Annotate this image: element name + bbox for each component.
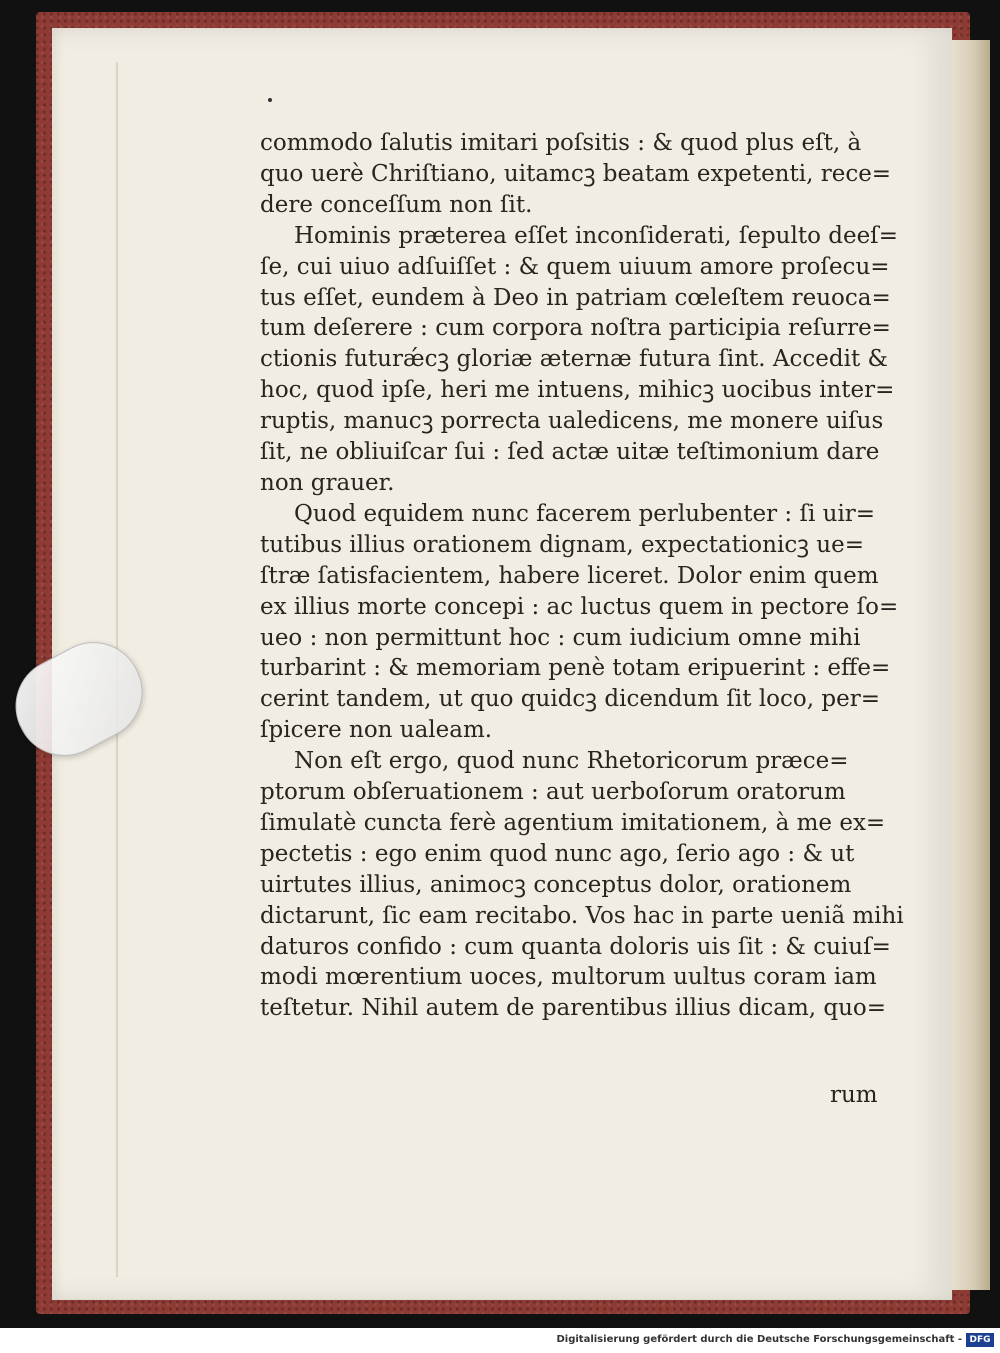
text-line: ſe, cui uiuo adſuiſſet : & quem uiuum amore proſecu= — [260, 253, 890, 280]
text-line: pectetis : ego enim quod nunc ago, ſerio ago : & ut — [260, 840, 855, 867]
catchword: rum — [830, 1082, 878, 1108]
text-line: ſit, ne obliuiſcar ſui : ſed actæ uitæ teſtimonium dare — [260, 439, 880, 466]
text-line: daturos confido : cum quanta doloris uis ſit : & cuiuſ= — [260, 933, 891, 960]
text-line: ex illius morte concepi : ac luctus quem in pectore ſo= — [260, 593, 899, 620]
funding-notice: Digitalisierung gefördert durch die Deutsche Forschungsgemeinschaft - — [556, 1334, 962, 1345]
text-line: Non eſt ergo, quod nunc Rhetoricorum præce= — [294, 748, 849, 775]
text-line: teſtetur. Nihil autem de parentibus illius dicam, quo= — [260, 995, 887, 1022]
text-line: ctionis futurǽcꝫ gloriæ æternæ futura ſint. Accedit & — [260, 346, 889, 373]
text-line: uirtutes illius, animocꝫ conceptus dolor, orationem — [260, 871, 852, 898]
text-line: tutibus illius orationem dignam, expectationicꝫ ue= — [260, 531, 864, 558]
footer-bar — [0, 1330, 1000, 1353]
text-line: hoc, quod ipſe, heri me intuens, mihicꝫ uocibus inter= — [260, 377, 895, 404]
text-line: quo uerè Chriſtiano, uitamcꝫ beatam expetenti, rece= — [260, 160, 892, 187]
page-text — [260, 128, 904, 1024]
text-line: non grauer. — [260, 469, 395, 496]
text-line: ſpicere non ualeam. — [260, 717, 493, 744]
text-line: ptorum obſeruationem : aut uerboſorum oratorum — [260, 779, 846, 806]
text-line: dictarunt, ſic eam recitabo. Vos hac in parte ueniã mihi — [260, 902, 904, 929]
text-line: ſtræ ſatisfacientem, habere liceret. Dolor enim quem — [260, 562, 879, 589]
text-line: turbarint : & memoriam penè totam eripuerint : effe= — [260, 655, 891, 682]
text-line: tum deſerere : cum corpora noſtra participia reſurre= — [260, 315, 891, 342]
text-line: ueo : non permittunt hoc : cum iudicium omne mihi — [260, 624, 861, 651]
text-line: Hominis præterea eſſet inconſiderati, ſepulto deeſ= — [294, 222, 898, 249]
text-line: modi mœrentium uoces, multorum uultus coram iam — [260, 964, 877, 991]
text-line: cerint tandem, ut quo quidcꝫ dicendum ſit loco, per= — [260, 686, 880, 713]
text-line: Quod equidem nunc facerem perlubenter : ſi uir= — [294, 500, 876, 527]
text-line: tus eſſet, eundem à Deo in patriam cœleſtem reuoca= — [260, 284, 891, 311]
text-line: ruptis, manucꝫ porrecta ualedicens, me monere uiſus — [260, 408, 884, 435]
text-line: commodo ſalutis imitari poſsitis : & quod plus eſt, à — [260, 130, 862, 156]
text-line: ſimulatè cuncta ferè agentium imitationem, à me ex= — [260, 809, 886, 836]
text-line: dere conceſſum non ſit. — [260, 191, 533, 218]
dfg-logo-icon: DFG — [966, 1333, 994, 1347]
ink-dot — [268, 98, 272, 102]
facing-page-edge — [950, 40, 990, 1290]
